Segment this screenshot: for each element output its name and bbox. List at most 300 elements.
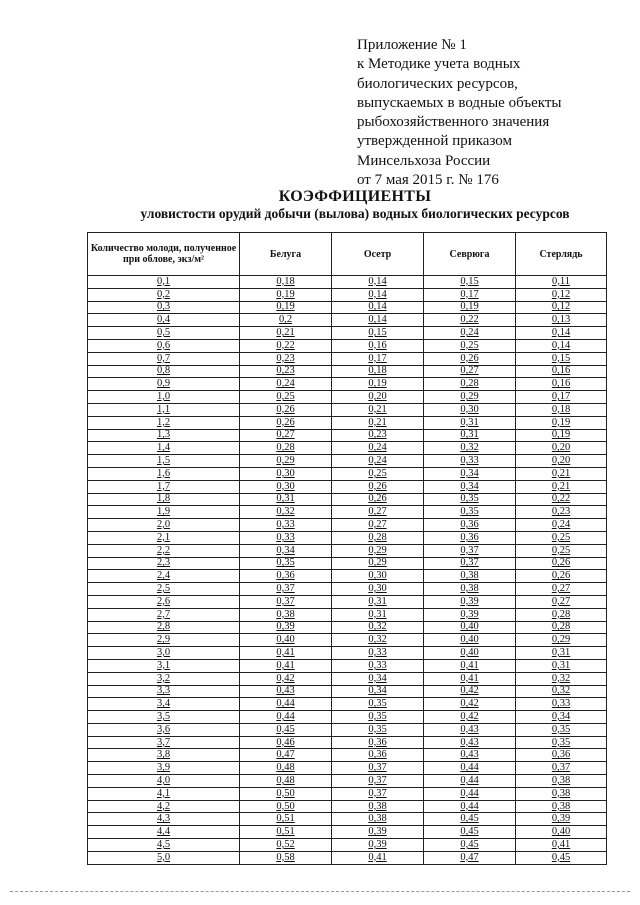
table-cell: [424, 583, 516, 596]
cell-value: 0,37: [368, 774, 387, 786]
cell-value: 0,23: [276, 352, 295, 364]
cell-value: 0,33: [368, 659, 387, 671]
cell-value: 0,38: [551, 787, 571, 799]
cell-value: 0,20: [551, 442, 571, 454]
cell-value: 0,35: [460, 493, 479, 505]
table-cell: [88, 442, 240, 455]
table-cell: [240, 672, 332, 685]
cell-value: 0,14: [368, 288, 387, 300]
table-cell: [240, 621, 332, 634]
cell-value: 0,21: [368, 403, 387, 415]
table-cell: [516, 634, 607, 647]
table-cell: [88, 595, 240, 608]
table-cell: [88, 480, 240, 493]
table-cell: [88, 813, 240, 826]
cell-value: 0,43: [460, 749, 479, 761]
table-cell: [424, 544, 516, 557]
table-body: [88, 276, 607, 865]
document-title: КОЭФФИЦИЕНТЫ: [278, 188, 432, 205]
cell-value: 0,29: [460, 391, 479, 403]
cell-value: 0,31: [276, 493, 295, 505]
cell-value: 0,29: [368, 544, 387, 556]
cell-value: 0,40: [460, 647, 479, 658]
cell-value: 0,25: [551, 531, 571, 543]
cell-value: 0,27: [551, 595, 571, 607]
table-cell: [516, 839, 607, 852]
cell-value: 1,4: [156, 442, 171, 454]
cell-value: 0,41: [368, 851, 387, 863]
table-cell: [88, 698, 240, 711]
table-cell: [516, 442, 607, 455]
cell-value: 0,28: [368, 531, 387, 543]
cell-value: 3,8: [156, 749, 171, 761]
table-cell: [88, 557, 240, 570]
cell-value: 2,1: [156, 531, 171, 543]
appendix-line: утвержденной приказом: [357, 133, 513, 150]
cell-value: 0,43: [460, 723, 479, 735]
cell-value: 0,27: [276, 429, 295, 441]
table-row: [88, 365, 607, 378]
table-cell: [424, 711, 516, 724]
table-cell: [240, 749, 332, 762]
cell-value: 0,35: [551, 736, 571, 748]
table-cell: [424, 416, 516, 429]
cell-value: 0,40: [276, 634, 295, 646]
table-cell: [88, 301, 240, 314]
table-row: [88, 557, 607, 570]
table-cell: [332, 416, 424, 429]
table-cell: [424, 519, 516, 532]
cell-value: 0,8: [156, 365, 171, 377]
table-cell: [332, 826, 424, 839]
table-row: [88, 775, 607, 788]
table-cell: [516, 429, 607, 442]
table-cell: [240, 506, 332, 519]
table-cell: [332, 493, 424, 506]
cell-value: 0,46: [276, 736, 295, 748]
table-cell: [516, 787, 607, 800]
cell-value: 0,42: [460, 710, 479, 722]
cell-value: 0,33: [276, 531, 295, 543]
table-cell: [424, 595, 516, 608]
table-cell: [240, 314, 332, 327]
cell-value: 0,36: [460, 519, 479, 531]
cell-value: 0,26: [368, 480, 387, 492]
cell-value: 0,25: [368, 467, 387, 479]
cell-value: 0,38: [368, 800, 387, 812]
cell-value: 0,41: [551, 838, 571, 850]
table-row: [88, 519, 607, 532]
cell-value: 0,35: [551, 723, 571, 735]
cell-value: 0,16: [551, 378, 571, 390]
table-cell: [516, 583, 607, 596]
table-row: [88, 787, 607, 800]
cell-value: 0,30: [276, 467, 295, 479]
table-cell: [332, 723, 424, 736]
table-row: [88, 851, 607, 864]
table-cell: [516, 775, 607, 788]
table-cell: [424, 378, 516, 391]
table-cell: [332, 736, 424, 749]
table-cell: [240, 493, 332, 506]
cell-value: 0,28: [460, 378, 479, 390]
cell-value: 0,36: [551, 749, 571, 761]
table-cell: [88, 775, 240, 788]
table-cell: [240, 429, 332, 442]
cell-value: 0,15: [551, 352, 571, 364]
table-cell: [332, 813, 424, 826]
table-cell: [88, 429, 240, 442]
table-row: [88, 442, 607, 455]
cell-value: 0,18: [276, 275, 295, 287]
cell-value: 0,27: [551, 583, 571, 595]
cell-value: 0,37: [460, 544, 479, 556]
table-row: [88, 391, 607, 404]
table-cell: [516, 672, 607, 685]
cell-value: 0,6: [156, 339, 171, 351]
table-cell: [424, 480, 516, 493]
cell-value: 0,38: [276, 608, 295, 620]
header-sturgeon: Осетр: [332, 233, 424, 276]
cell-value: 0,14: [551, 339, 571, 351]
table-cell: [88, 365, 240, 378]
table-cell: [240, 557, 332, 570]
cell-value: 0,13: [551, 314, 571, 326]
table-cell: [332, 365, 424, 378]
cell-value: 0,26: [551, 570, 571, 582]
table-cell: [516, 570, 607, 583]
table-cell: [424, 467, 516, 480]
table-cell: [424, 839, 516, 852]
table-cell: [88, 570, 240, 583]
cell-value: 0,31: [368, 608, 387, 620]
table-cell: [88, 314, 240, 327]
table-row: [88, 288, 607, 301]
table-cell: [88, 506, 240, 519]
table-cell: [516, 391, 607, 404]
table-cell: [240, 365, 332, 378]
cell-value: 0,38: [368, 813, 387, 825]
table-cell: [240, 519, 332, 532]
cell-value: 1,0: [156, 391, 171, 403]
cell-value: 0,26: [276, 403, 295, 415]
table-cell: [332, 467, 424, 480]
cell-value: 0,40: [460, 634, 479, 646]
table-cell: [88, 455, 240, 468]
cell-value: 0,24: [368, 455, 387, 467]
cell-value: 0,2: [156, 288, 171, 300]
cell-value: 0,36: [368, 749, 387, 761]
table-cell: [516, 595, 607, 608]
table-cell: [332, 851, 424, 864]
table-cell: [516, 314, 607, 327]
cell-value: 0,47: [276, 749, 295, 761]
table-cell: [424, 736, 516, 749]
cell-value: 0,29: [551, 634, 571, 646]
table-cell: [240, 851, 332, 864]
table-cell: [516, 557, 607, 570]
table-cell: [516, 403, 607, 416]
table-cell: [516, 608, 607, 621]
table-cell: [332, 775, 424, 788]
table-row: [88, 327, 607, 340]
cell-value: 0,14: [551, 327, 571, 339]
table-cell: [88, 391, 240, 404]
cell-value: 2,2: [156, 544, 171, 556]
cell-value: 0,7: [156, 352, 171, 364]
table-cell: [332, 608, 424, 621]
cell-value: 3,4: [156, 698, 171, 710]
table-cell: [332, 621, 424, 634]
cell-value: 0,20: [368, 391, 387, 403]
cell-value: 0,28: [551, 621, 571, 633]
cell-value: 0,38: [460, 583, 479, 595]
cell-value: 0,34: [368, 672, 387, 684]
table-cell: [240, 276, 332, 289]
cell-value: 1,1: [156, 403, 171, 415]
table-cell: [424, 493, 516, 506]
cell-value: 0,35: [368, 698, 387, 710]
cell-value: 0,34: [460, 467, 479, 479]
cell-value: 3,3: [156, 685, 171, 697]
table-cell: [424, 455, 516, 468]
table-cell: [240, 378, 332, 391]
table-cell: [424, 352, 516, 365]
table-cell: [88, 647, 240, 660]
cell-value: 0,33: [368, 647, 387, 658]
table-cell: [332, 711, 424, 724]
cell-value: 0,12: [551, 301, 571, 313]
table-cell: [240, 570, 332, 583]
table-cell: [424, 698, 516, 711]
table-cell: [424, 659, 516, 672]
cell-value: 0,34: [368, 685, 387, 697]
cell-value: 0,58: [276, 851, 295, 863]
table-cell: [88, 378, 240, 391]
cell-value: 0,1: [156, 275, 171, 287]
cell-value: 0,22: [460, 314, 479, 326]
table-cell: [332, 327, 424, 340]
table-cell: [240, 634, 332, 647]
table-cell: [332, 339, 424, 352]
cell-value: 3,6: [156, 723, 171, 735]
table-cell: [88, 736, 240, 749]
cell-value: 0,16: [368, 339, 387, 351]
cell-value: 0,43: [460, 736, 479, 748]
cell-value: 0,25: [460, 339, 479, 351]
table-cell: [424, 749, 516, 762]
table-row: [88, 634, 607, 647]
table-cell: [332, 749, 424, 762]
cell-value: 3,2: [156, 672, 171, 684]
cell-value: 0,3: [156, 301, 171, 313]
cell-value: 0,24: [460, 327, 479, 339]
cell-value: 0,19: [276, 288, 295, 300]
table-cell: [240, 775, 332, 788]
cell-value: 0,36: [460, 531, 479, 543]
table-cell: [424, 762, 516, 775]
cell-value: 0,27: [368, 519, 387, 531]
cell-value: 0,33: [276, 519, 295, 531]
cell-value: 2,5: [156, 583, 171, 595]
table-row: [88, 595, 607, 608]
cell-value: 0,28: [276, 442, 295, 454]
cell-value: 0,23: [551, 506, 571, 518]
cell-value: 0,40: [460, 621, 479, 633]
cell-value: 0,2: [278, 314, 293, 326]
table-row: [88, 314, 607, 327]
table-cell: [424, 634, 516, 647]
table-cell: [332, 839, 424, 852]
cell-value: 0,31: [368, 595, 387, 607]
cell-value: 0,44: [460, 787, 479, 799]
table-cell: [332, 403, 424, 416]
table-cell: [516, 544, 607, 557]
table-row: [88, 480, 607, 493]
table-cell: [424, 365, 516, 378]
table-cell: [240, 544, 332, 557]
cell-value: 0,9: [156, 378, 171, 390]
table-row: [88, 416, 607, 429]
table-cell: [88, 723, 240, 736]
cell-value: 0,22: [551, 493, 571, 505]
table-cell: [240, 685, 332, 698]
table-cell: [240, 301, 332, 314]
cell-value: 3,0: [156, 647, 171, 658]
cell-value: 1,6: [156, 467, 171, 479]
cell-value: 0,21: [551, 480, 571, 492]
cell-value: 0,37: [551, 762, 571, 774]
cell-value: 0,15: [368, 327, 387, 339]
table-cell: [332, 455, 424, 468]
cell-value: 0,14: [368, 314, 387, 326]
table-header-row: [88, 233, 607, 276]
cell-value: 1,7: [156, 480, 171, 492]
cell-value: 0,37: [276, 583, 295, 595]
table-row: [88, 429, 607, 442]
table-cell: [240, 762, 332, 775]
cell-value: 0,51: [276, 826, 295, 838]
table-row: [88, 685, 607, 698]
cell-value: 0,33: [460, 455, 479, 467]
cell-value: 0,19: [276, 301, 295, 313]
cell-value: 0,21: [551, 467, 571, 479]
table-cell: [516, 762, 607, 775]
cell-value: 0,48: [276, 774, 295, 786]
cell-value: 0,21: [276, 327, 295, 339]
table-cell: [516, 531, 607, 544]
table-row: [88, 544, 607, 557]
table-cell: [424, 851, 516, 864]
cell-value: 0,26: [276, 416, 295, 428]
table-cell: [516, 455, 607, 468]
table-row: [88, 467, 607, 480]
cell-value: 2,8: [156, 621, 171, 633]
appendix-line: к Методике учета водных: [357, 56, 521, 73]
cell-value: 0,34: [460, 480, 479, 492]
cell-value: 0,37: [368, 762, 387, 774]
table-row: [88, 736, 607, 749]
cell-value: 0,26: [460, 352, 479, 364]
cell-value: 0,21: [368, 416, 387, 428]
cell-value: 0,12: [551, 288, 571, 300]
table-cell: [424, 314, 516, 327]
table-row: [88, 839, 607, 852]
cell-value: 4,3: [156, 813, 171, 825]
table-row: [88, 826, 607, 839]
table-cell: [332, 685, 424, 698]
table-cell: [88, 583, 240, 596]
table-cell: [332, 570, 424, 583]
cell-value: 0,39: [368, 838, 387, 850]
cell-value: 0,39: [368, 826, 387, 838]
cell-value: 0,5: [156, 327, 171, 339]
table-cell: [88, 339, 240, 352]
table-cell: [88, 749, 240, 762]
cell-value: 0,32: [368, 621, 387, 633]
table-cell: [88, 839, 240, 852]
table-row: [88, 276, 607, 289]
cell-value: 0,22: [276, 339, 295, 351]
table-cell: [240, 480, 332, 493]
cell-value: 0,20: [551, 455, 571, 467]
table-row: [88, 378, 607, 391]
table-cell: [240, 455, 332, 468]
table-cell: [88, 276, 240, 289]
cell-value: 0,11: [552, 275, 570, 287]
table-cell: [88, 621, 240, 634]
cell-value: 0,25: [551, 544, 571, 556]
cell-value: 1,9: [156, 506, 171, 518]
table-cell: [88, 403, 240, 416]
header-juvenile-count: Количество молоди, полученное при облове, экз/м²: [88, 233, 240, 276]
cell-value: 0,35: [460, 506, 479, 518]
table-row: [88, 800, 607, 813]
cell-value: 0,45: [460, 813, 479, 825]
table-cell: [240, 787, 332, 800]
table-row: [88, 608, 607, 621]
cell-value: 0,39: [460, 595, 479, 607]
cell-value: 0,42: [460, 685, 479, 697]
cell-value: 0,28: [551, 608, 571, 620]
table-row: [88, 352, 607, 365]
table-cell: [516, 736, 607, 749]
table-cell: [424, 531, 516, 544]
cell-value: 0,15: [460, 275, 479, 287]
cell-value: 0,31: [551, 647, 571, 658]
header-sterlet: Стерлядь: [516, 233, 607, 276]
table-cell: [332, 276, 424, 289]
table-row: [88, 762, 607, 775]
cell-value: 0,36: [276, 570, 295, 582]
table-cell: [240, 723, 332, 736]
table-cell: [424, 327, 516, 340]
cell-value: 0,14: [368, 275, 387, 287]
cell-value: 2,7: [156, 608, 171, 620]
table-cell: [332, 659, 424, 672]
table-row: [88, 403, 607, 416]
cell-value: 0,32: [276, 506, 295, 518]
table-cell: [240, 647, 332, 660]
table-row: [88, 711, 607, 724]
cell-value: 0,17: [460, 288, 479, 300]
table-cell: [240, 583, 332, 596]
cell-value: 1,2: [156, 416, 171, 428]
table-cell: [240, 595, 332, 608]
cell-value: 0,30: [368, 570, 387, 582]
page-bottom-divider: [10, 891, 630, 892]
table-cell: [424, 442, 516, 455]
